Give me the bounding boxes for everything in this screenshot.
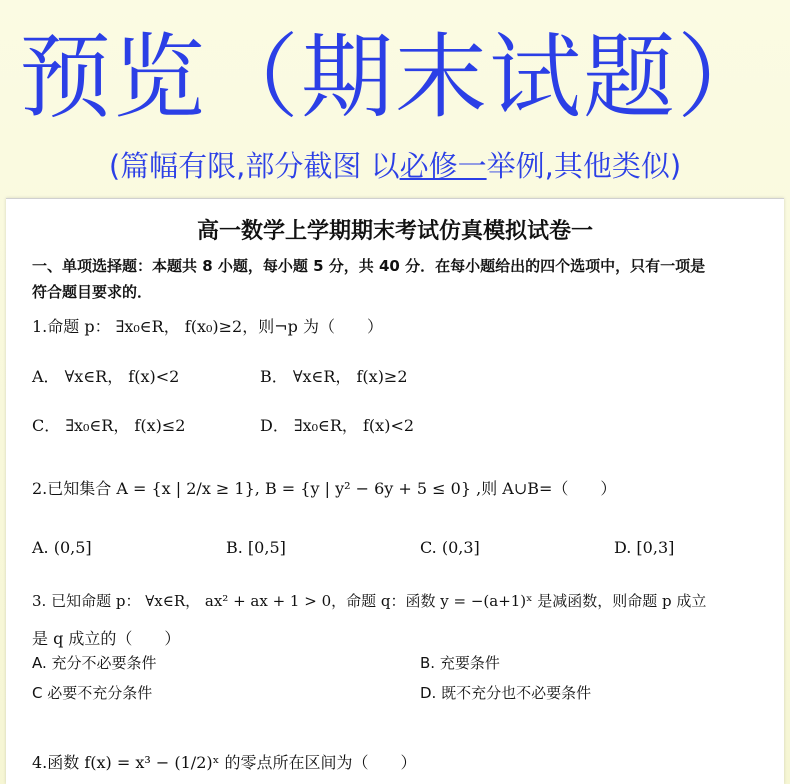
question-3-stem-line1: 3. 已知命题 p： ∀x∈R， ax² + ax + 1 > 0，命题 q：函数 y = −(a+1)ˣ 是减函数，则命题 p 成立 bbox=[32, 592, 707, 610]
question-3-stem-line2: 是 q 成立的（ ） bbox=[32, 629, 181, 648]
question-3-option-b: B. 充要条件 bbox=[420, 654, 500, 672]
question-3-option-d: D. 既不充分也不必要条件 bbox=[420, 684, 592, 702]
question-1-option-b: B． ∀x∈R， f(x)≥2 bbox=[260, 367, 408, 386]
question-2-option-d: D. [0,3] bbox=[614, 538, 675, 557]
question-2-option-c: C. (0,3] bbox=[420, 538, 480, 557]
subtitle-suffix: 举例,其他类似) bbox=[486, 149, 682, 183]
question-3-option-a: A. 充分不必要条件 bbox=[32, 654, 157, 672]
exam-paper-preview bbox=[6, 198, 784, 784]
question-1-option-a: A． ∀x∈R， f(x)<2 bbox=[32, 367, 180, 386]
question-1-stem: 1.命题 p： ∃x₀∈R， f(x₀)≥2，则¬p 为（ ） bbox=[32, 317, 383, 336]
question-3-option-c: C 必要不充分条件 bbox=[32, 684, 153, 702]
question-2-option-b: B. [0,5] bbox=[226, 538, 286, 557]
question-1-option-d: D． ∃x₀∈R， f(x)<2 bbox=[260, 416, 415, 435]
section-instruction-line1: 一、单项选择题：本题共 8 小题，每小题 5 分，共 40 分．在每小题给出的四个选项中，只有一项是 bbox=[32, 257, 706, 275]
section-instruction-line2: 符合题目要求的． bbox=[32, 283, 153, 301]
question-2-stem: 2.已知集合 A = {x | 2/x ≥ 1}, B = {y | y² − 6y + 5 ≤ 0} ,则 A∪B=（ ） bbox=[32, 479, 617, 498]
subtitle-prefix: (篇幅有限,部分截图 以 bbox=[108, 149, 400, 183]
exam-title: 高一数学上学期期末考试仿真模拟试卷一 bbox=[196, 219, 593, 244]
question-2-option-a: A. (0,5] bbox=[32, 538, 92, 557]
paper-top-divider bbox=[6, 198, 784, 199]
question-4-stem: 4.函数 f(x) = x³ − (1/2)ˣ 的零点所在区间为（ ） bbox=[32, 753, 417, 772]
question-1-option-c: C． ∃x₀∈R， f(x)≤2 bbox=[32, 416, 186, 435]
subtitle-link-text: 必修一 bbox=[399, 149, 487, 183]
preview-banner-title: 预览（期末试题） bbox=[18, 24, 771, 131]
preview-banner-subtitle bbox=[0, 146, 790, 186]
